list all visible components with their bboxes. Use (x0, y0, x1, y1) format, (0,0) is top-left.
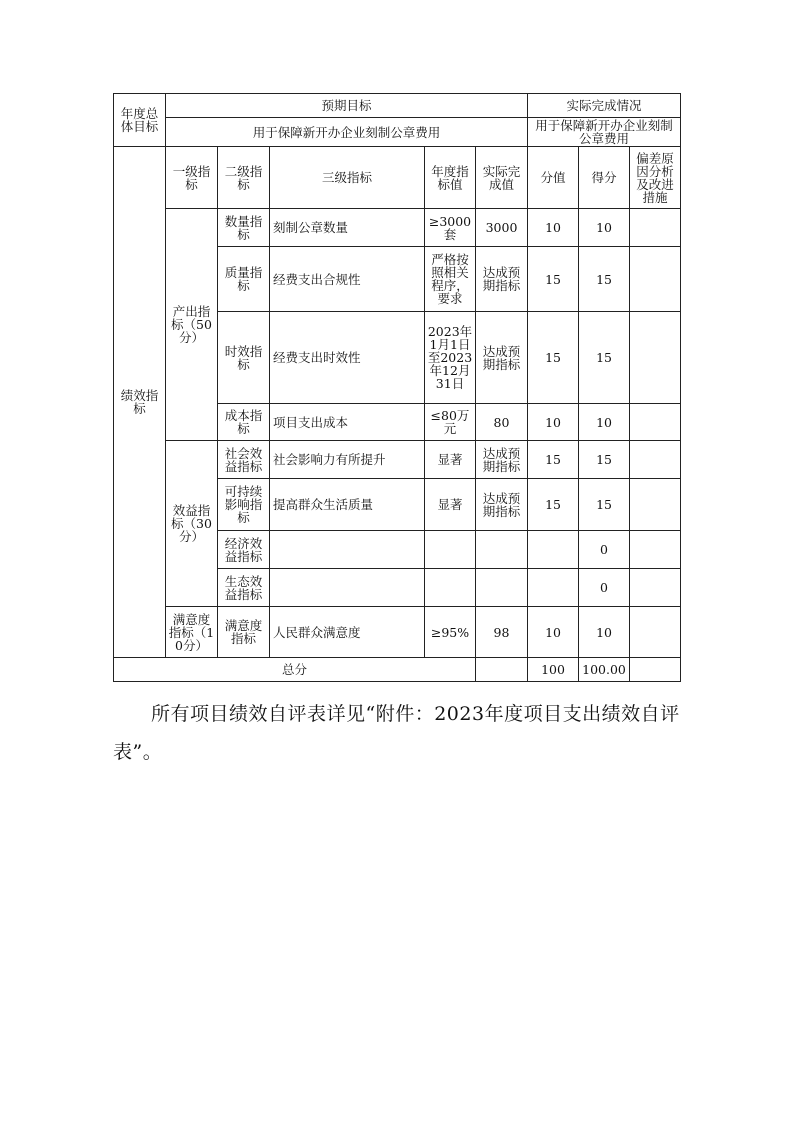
deviation-cell (630, 312, 681, 404)
target-cell: 严格按照相关程序，要求 (425, 247, 476, 312)
value-cell: 15 (528, 247, 579, 312)
group-benefit: 效益指标（30分） (166, 441, 218, 607)
col-target: 年度指标值 (425, 147, 476, 209)
target-cell: ≥3000套 (425, 209, 476, 247)
level3-cell: 经费支出合规性 (270, 247, 425, 312)
actual-header: 实际完成情况 (528, 94, 681, 118)
actual-cell: 98 (476, 607, 528, 658)
actual-goal: 用于保障新开办企业刻制公章费用 (528, 118, 681, 147)
score-cell: 15 (579, 479, 630, 531)
total-deviation (630, 658, 681, 682)
level3-cell: 提高群众生活质量 (270, 479, 425, 531)
level2-cell: 时效指标 (218, 312, 270, 404)
score-cell: 15 (579, 312, 630, 404)
level2-cell: 满意度指标 (218, 607, 270, 658)
deviation-cell (630, 441, 681, 479)
level3-cell: 项目支出成本 (270, 404, 425, 441)
value-cell: 10 (528, 209, 579, 247)
level3-cell: 经费支出时效性 (270, 312, 425, 404)
value-cell: 10 (528, 607, 579, 658)
deviation-cell (630, 209, 681, 247)
table-row (114, 441, 681, 479)
actual-cell: 达成预期指标 (476, 441, 528, 479)
level3-cell: 社会影响力有所提升 (270, 441, 425, 479)
actual-cell: 达成预期指标 (476, 247, 528, 312)
level3-cell (270, 531, 425, 569)
target-cell: 显著 (425, 479, 476, 531)
performance-table (113, 93, 681, 682)
actual-cell: 达成预期指标 (476, 312, 528, 404)
score-cell: 10 (579, 404, 630, 441)
level2-cell: 数量指标 (218, 209, 270, 247)
col-level2: 二级指标 (218, 147, 270, 209)
target-cell: ≥95% (425, 607, 476, 658)
table-row (114, 607, 681, 658)
deviation-cell (630, 569, 681, 607)
deviation-cell (630, 247, 681, 312)
value-cell: 15 (528, 312, 579, 404)
col-level3: 三级指标 (270, 147, 425, 209)
actual-cell: 达成预期指标 (476, 479, 528, 531)
score-cell: 0 (579, 569, 630, 607)
col-level1: 一级指标 (166, 147, 218, 209)
col-actual: 实际完成值 (476, 147, 528, 209)
value-cell (528, 531, 579, 569)
actual-cell: 3000 (476, 209, 528, 247)
level2-cell: 生态效益指标 (218, 569, 270, 607)
table-row (114, 209, 681, 247)
target-cell (425, 531, 476, 569)
col-score: 得分 (579, 147, 630, 209)
col-deviation: 偏差原因分析及改进措施 (630, 147, 681, 209)
total-label: 总分 (114, 658, 476, 682)
group-satisfaction: 满意度指标（10分） (166, 607, 218, 658)
expected-goal: 用于保障新开办企业刻制公章费用 (166, 118, 528, 147)
total-score: 100.00 (579, 658, 630, 682)
table-row (114, 118, 681, 147)
level2-cell: 经济效益指标 (218, 531, 270, 569)
total-value: 100 (528, 658, 579, 682)
target-cell (425, 569, 476, 607)
actual-cell (476, 569, 528, 607)
target-cell: ≤80万元 (425, 404, 476, 441)
total-actual (476, 658, 528, 682)
group-output: 产出指标（50分） (166, 209, 218, 441)
deviation-cell (630, 531, 681, 569)
level2-cell: 成本指标 (218, 404, 270, 441)
col-score-value: 分值 (528, 147, 579, 209)
expected-header: 预期目标 (166, 94, 528, 118)
value-cell: 15 (528, 441, 579, 479)
value-cell: 10 (528, 404, 579, 441)
value-cell: 15 (528, 479, 579, 531)
actual-cell: 80 (476, 404, 528, 441)
table-row (114, 147, 681, 209)
score-cell: 10 (579, 209, 630, 247)
level3-cell (270, 569, 425, 607)
level2-cell: 可持续影响指标 (218, 479, 270, 531)
total-row (114, 658, 681, 682)
deviation-cell (630, 479, 681, 531)
level3-cell: 人民群众满意度 (270, 607, 425, 658)
score-cell: 15 (579, 247, 630, 312)
target-cell: 2023年1月1日至2023年12月31日 (425, 312, 476, 404)
score-cell: 15 (579, 441, 630, 479)
perf-label: 绩效指标 (114, 147, 166, 658)
goal-header: 年度总体目标 (114, 94, 166, 147)
level2-cell: 社会效益指标 (218, 441, 270, 479)
value-cell (528, 569, 579, 607)
score-cell: 0 (579, 531, 630, 569)
deviation-cell (630, 404, 681, 441)
level2-cell: 质量指标 (218, 247, 270, 312)
target-cell: 显著 (425, 441, 476, 479)
body-paragraph: 所有项目绩效自评表详见“附件：2023年度项目支出绩效自评表”。 (113, 703, 680, 763)
level3-cell: 刻制公章数量 (270, 209, 425, 247)
score-cell: 10 (579, 607, 630, 658)
deviation-cell (630, 607, 681, 658)
actual-cell (476, 531, 528, 569)
table-row (114, 94, 681, 118)
